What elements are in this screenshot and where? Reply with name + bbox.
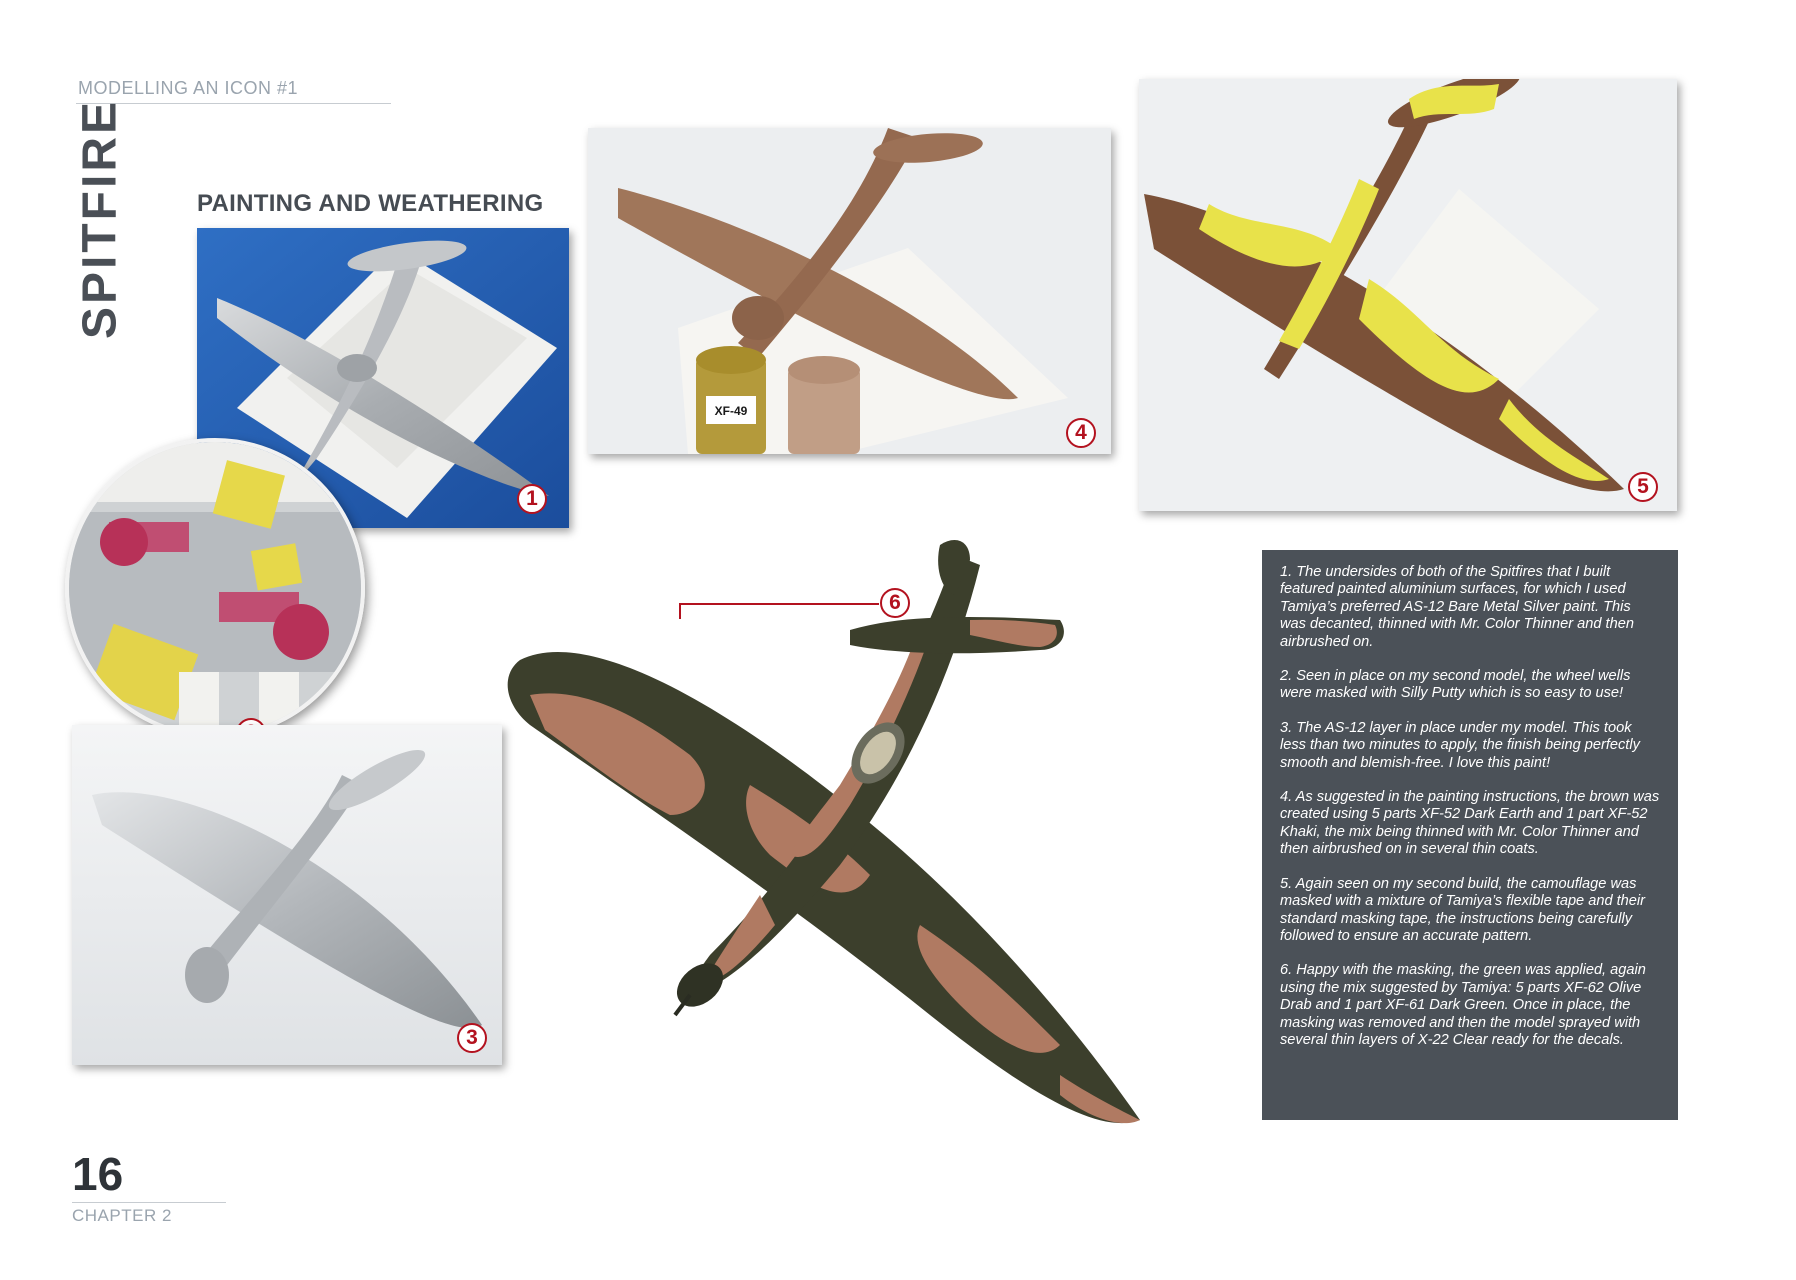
photo-2 xyxy=(65,438,365,738)
caption-3: 3. The AS-12 layer in place under my model. This took less than two minutes to apply, the finish being perfectly smooth and blemish-free. I love this paint! xyxy=(1280,719,1640,771)
series-title: MODELLING AN ICON #1 xyxy=(78,78,299,98)
photo-badge-4: 4 xyxy=(1066,418,1096,448)
caption-4: 4. As suggested in the painting instructions, the brown was created using 5 parts XF-52 Dark Earth and 1 part XF-52 Khaki, the mix being thinned with Mr. Color Thinner and then airbrushed on in several thin coats. xyxy=(1280,789,1660,858)
paint-jar-label: XF-49 xyxy=(714,404,748,418)
photo-4-image xyxy=(588,128,1111,454)
chapter-title xyxy=(70,98,130,340)
chapter-title-text: SPITFIRE xyxy=(73,98,127,340)
page-number: 16 xyxy=(72,1148,124,1200)
captions-panel xyxy=(1262,550,1678,1120)
footer-divider xyxy=(72,1202,226,1203)
photo-badge-3: 3 xyxy=(457,1023,487,1053)
photo-6-pointer-line xyxy=(679,603,879,605)
section-title: PAINTING AND WEATHERING xyxy=(197,190,544,217)
photo-6-pointer-tick xyxy=(679,603,681,619)
caption-1: 1. The undersides of both of the Spitfires that I built featured painted aluminium surfaces, for which I used Tamiya’s preferred AS-12 Bare Metal Silver paint. This was decanted, thinned with Mr. Color Thinner and then airbrushed on. xyxy=(1280,564,1634,650)
photo-badge-5: 5 xyxy=(1628,472,1658,502)
photo-6 xyxy=(500,535,1180,1140)
photo-badge-6: 6 xyxy=(880,588,910,618)
caption-2: 2. Seen in place on my second model, the wheel wells were masked with Silly Putty which is so easy to use! xyxy=(1280,668,1631,702)
photo-badge-1: 1 xyxy=(517,484,547,514)
photo-2-image xyxy=(69,442,361,734)
photo-3 xyxy=(72,725,502,1065)
chapter-label: CHAPTER 2 xyxy=(72,1206,172,1225)
caption-5: 5. Again seen on my second build, the camouflage was masked with a mixture of Tamiya’s flexible tape and their standard masking tape, the instructions being carefully followed to ensure an accurate pattern. xyxy=(1280,875,1646,944)
photo-3-image xyxy=(72,725,502,1065)
photo-5 xyxy=(1139,79,1677,511)
photo-6-image xyxy=(500,535,1180,1140)
photo-5-image xyxy=(1139,79,1677,511)
photo-4 xyxy=(588,128,1111,454)
caption-6: 6. Happy with the masking, the green was applied, again using the mix suggested by Tamiya: 5 parts XF-62 Olive Drab and 1 part XF-61 Dark Green. Once in place, the masking was removed and then the model sprayed with several thin layers of X-22 Clear ready for the decals. xyxy=(1280,962,1646,1048)
